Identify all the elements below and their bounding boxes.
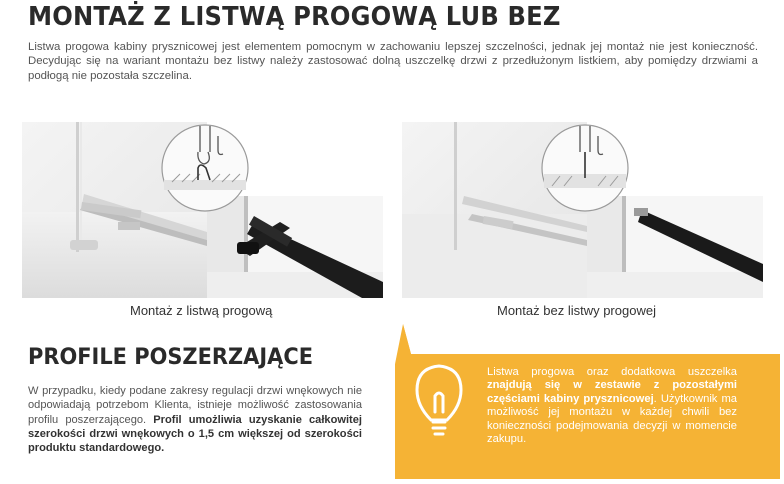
profiles-text-plain: W przypadku, kiedy podane zakresy regulacji drzwi wnękowych nie odpowiadają potrzebom Klienta, istnieje możliwość zastosowania profilu poszerzającego. [28,385,362,426]
info-text-part1: Listwa progowa oraz dodatkowa uszczelka [487,366,737,378]
caption-with-threshold: Montaż z listwą progową [130,303,273,318]
profiles-paragraph [28,384,362,455]
photo-with-threshold [22,122,383,298]
intro-text: Listwa progowa kabiny prysznicowej jest elementem pomocnym w zachowaniu lepszej szczelności, jednak jej montaż nie jest konieczność. Decydując się na wariant montażu bez listwy należy zastosować dolną uszczelkę drzwi z przedłużonym listkiem, aby pomiędzy drzwiami a podłogą nie pozostała szczelina. [28,41,758,82]
info-text-part2: . Użytkownik ma możliwość jej montażu w każdej chwili bez konieczności podejmowania decyzji w momencie zakupu. [487,392,737,446]
info-text-bold: znajdują się w zestawie z pozostałymi częściami kabiny prysznicowej [487,379,737,405]
caption-without-threshold: Montaż bez listwy progowej [497,303,656,318]
info-box-text [487,366,737,446]
intro-paragraph [28,40,758,83]
page-title: MONTAŻ Z LISTWĄ PROGOWĄ LUB BEZ [28,2,561,32]
photo-without-threshold [402,122,763,298]
profiles-text-bold: Profil umożliwia uzyskanie całkowitej szerokości drzwi wnękowych o 1,5 cm większej od szerokości produktu standardowego. [28,413,362,455]
section-title-profiles: PROFILE POSZERZAJĄCE [28,344,314,370]
